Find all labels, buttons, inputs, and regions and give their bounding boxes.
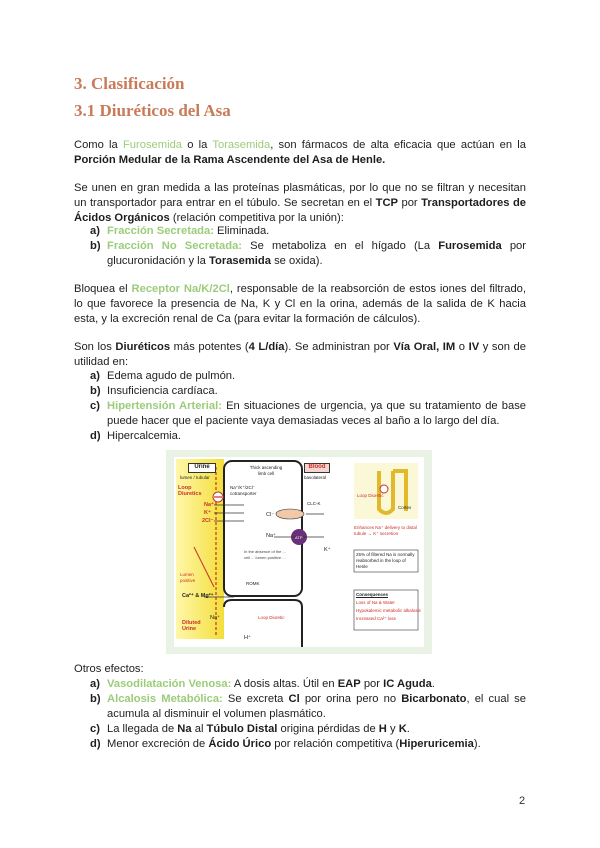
paragraph-intro: Como la Furosemida o la Torasemida, son fármacos de alta eficacia que actúan en la Porción Medular de la Rama Ascendente del Asa de Henle. — [74, 139, 526, 166]
cell-note: In the absence of the ... cell ... lumen positive ... — [244, 549, 286, 560]
list-item: d) Menor excreción de Ácido Úrico por relación competitiva (Hiperuricemia). — [90, 738, 481, 750]
distal-note: Enhances Na⁺ delivery to distal tubule → K⁺ secretion — [354, 525, 417, 536]
na-lumen-label: Na⁺ — [204, 502, 214, 508]
consequence-item: Hypokalemic metabolic alkalosis — [356, 608, 421, 613]
romk-label: ROMK — [246, 581, 260, 586]
otros-efectos-heading: Otros efectos: — [74, 663, 144, 675]
subsection-heading: 3.1 Diuréticos del Asa — [74, 101, 231, 120]
na-lower-label: Na⁺ — [210, 615, 220, 621]
urine-sub-label: lumen / tubular — [180, 475, 210, 480]
list-item: d) Hipercalcemia. — [90, 430, 181, 442]
cell-lower — [224, 600, 302, 647]
h-label: H⁺ — [244, 635, 251, 641]
camg-label: Ca²⁺ & Mg²⁺ — [182, 593, 214, 599]
loop-diuretics-label: Loop Diuretics — [178, 485, 202, 497]
consequence-item: Increased Ca²⁺ loss — [356, 616, 396, 621]
list-fractions — [74, 224, 526, 269]
cortex-label: Cortex — [398, 505, 412, 510]
list-item: b) Insuficiencia cardíaca. — [90, 385, 218, 397]
list-effects — [74, 677, 526, 752]
figure-canvas — [174, 457, 424, 647]
receptor-name: Receptor Na/K/2Cl — [131, 283, 230, 295]
tal-label: Thick ascending limb cell — [249, 465, 283, 476]
drug-torasemida: Torasemida — [212, 139, 271, 151]
inset-block-symbol — [380, 485, 388, 493]
cl-cell-label: Cl⁻ — [266, 512, 275, 518]
urine-label: Urine — [188, 463, 216, 473]
cl-lumen-label: 2Cl⁻ — [202, 518, 214, 524]
consequences-title: Consequences — [356, 592, 389, 597]
list-item: a) Edema agudo de pulmón. — [90, 370, 236, 382]
page-number: 2 — [519, 795, 526, 807]
blood-sub-label: basolateral — [304, 475, 327, 480]
na-cell-label: Na⁺ — [266, 533, 276, 539]
paragraph-receptor: Bloquea el Receptor Na/K/2Cl, responsable de la reabsorción de estos iones del filtrado, lo que favorece la presencia de Na, K y Cl en la orina, además de la salida de K hacia esta, y la excreción renal de Ca (para evitar la formación de cálculos). — [74, 283, 527, 325]
drug-furosemida: Furosemida — [122, 139, 183, 151]
paragraph-binding: Se unen en gran medida a las proteínas plasmáticas, por lo que no se filtran y necesitan un transportador para entrar en el túbulo. Se secretan en el TCP por Transportadores de Ácidos Orgánicos (relación competitiva por la unión): — [74, 182, 526, 224]
list-item: a) Fracción Secretada: Eliminada. — [90, 225, 270, 237]
atp-label: ATP — [295, 535, 303, 540]
clck-channel — [276, 509, 304, 519]
list-uses — [74, 369, 526, 444]
inset-loop-label: Loop Diuretic — [357, 493, 384, 498]
k-lumen-label: K⁺ — [204, 510, 211, 516]
clck-label: CLC-K — [307, 501, 321, 506]
diluted-urine-label: Diluted Urine — [182, 620, 201, 632]
loop-diuretic-figure — [166, 450, 432, 654]
paragraph-potency: Son los Diuréticos más potentes (4 L/día). Se administran por Vía Oral, IM o IV y son de utilidad en: — [74, 341, 526, 368]
list-item: b) Fracción No Secretada: Se metaboliza en el hígado (La Furosemida por glucuronidación y la Torasemida se oxida). — [90, 240, 526, 267]
consequence-item: Loss of Na & Water — [356, 600, 395, 605]
blood-label: Blood — [304, 463, 330, 473]
reabsorption-note: 25% of filtered Na is normally reabsorbed in the loop of Henle — [356, 552, 415, 569]
list-item: c) Hipertensión Arterial: En situaciones de urgencia, ya que su tratamiento de base puede hacer que el paciente vaya demasiadas veces al baño a lo largo del día. — [90, 400, 527, 427]
nkcc-label: Na⁺/K⁺/2Cl⁻ cotransporter — [230, 485, 257, 496]
k-blood-label: K⁺ — [324, 547, 331, 553]
cell-upper — [224, 461, 302, 596]
list-item: a) Vasodilatación Venosa: A dosis altas. Útil en EAP por IC Aguda. — [90, 678, 435, 690]
list-item: c) La llegada de Na al Túbulo Distal origina pérdidas de H y K. — [90, 723, 410, 735]
list-item: b) Alcalosis Metabólica: Se excreta Cl por orina pero no Bicarbonato, el cual se acumula al disminuir el volumen plasmático. — [90, 693, 526, 720]
section-heading: 3. Clasificación — [74, 74, 185, 93]
loop-diuretic-lower-label: Loop Diuretic — [258, 615, 285, 620]
lumen-positive-label: Lumen positive — [180, 572, 196, 583]
